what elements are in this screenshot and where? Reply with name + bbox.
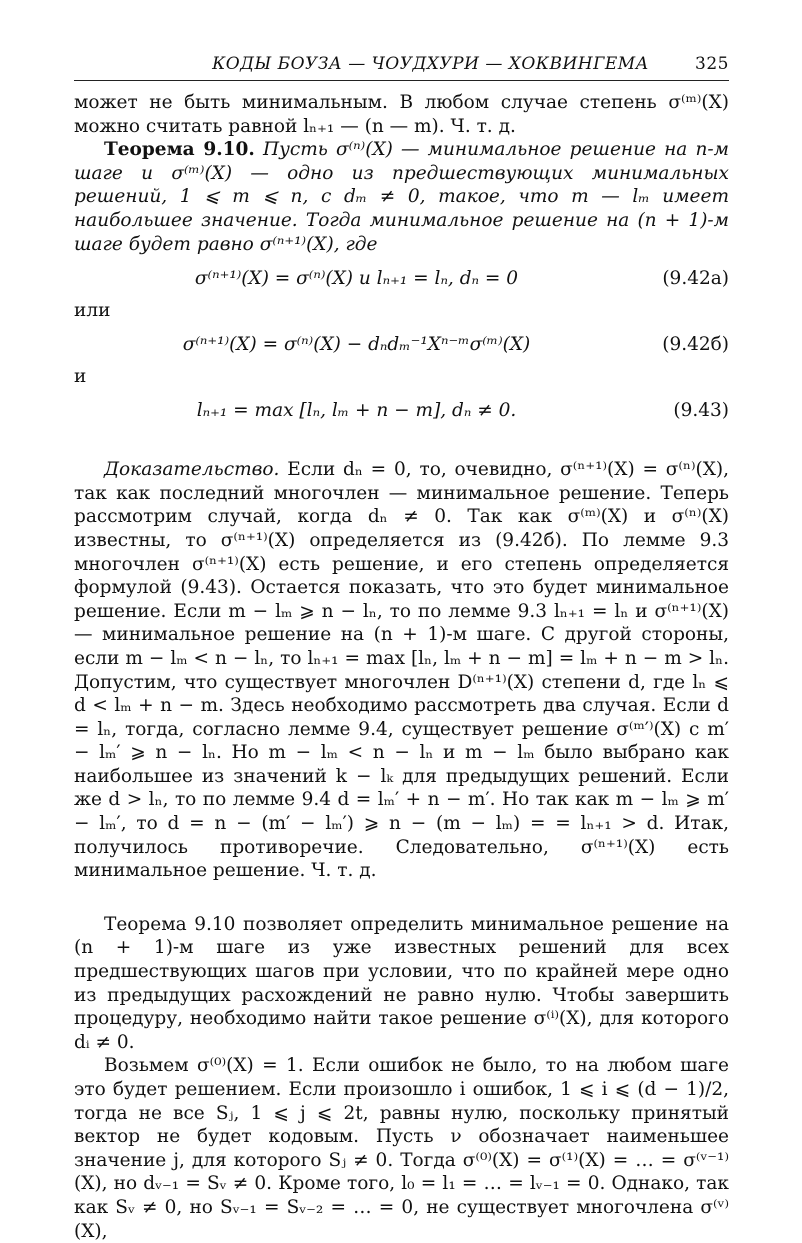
paragraph-text: Теорема 9.10 позволяет определить минимальное решение на (n + 1)-м шаге из уже известных решений для всех предшествующих шагов при условии, что по крайней мере одно из предыдущих расхождений не равно нулю. Чтобы завершить процедуру, необходимо найти такое решение σ⁽ⁱ⁾(X), для которого dᵢ ≠ 0. xyxy=(74,913,729,1053)
equation-number: (9.42а) xyxy=(662,267,729,289)
equation-942a xyxy=(74,264,729,292)
equation-formula: lₙ₊₁ = max [lₙ, lₘ + n − m], dₙ ≠ 0. xyxy=(196,399,517,421)
body-paragraph-2 xyxy=(74,1054,729,1243)
paragraph-text: Возьмем σ⁽⁰⁾(X) = 1. Если ошибок не было, то на любом шаге это будет решением. Если произошло i ошибок, 1 ⩽ i ⩽ (d − 1)/2, тогда не все Sⱼ, 1 ⩽ j ⩽ 2t, равны нулю, поскольку принятый вектор не будет кодовым. Пусть ν обозначает наименьшее значение j, для которого Sⱼ ≠ 0. Тогда σ⁽⁰⁾(X) = σ⁽¹⁾(X) = … = σ⁽ᵛ⁻¹⁾(X), но dᵥ₋₁ = Sᵥ ≠ 0. Кроме того, l₀ = l₁ = … = lᵥ₋₁ = 0. Однако, так как Sᵥ ≠ 0, но Sᵥ₋₁ = Sᵥ₋₂ = … = 0, не существует многочлена σ⁽ᵛ⁾(X), xyxy=(74,1055,729,1242)
theorem-statement: Пусть σ⁽ⁿ⁾(X) — минимальное решение на n-м шаге и σ⁽ᵐ⁾(X) — одно из предшествующих минимальных решений, 1 ⩽ m ⩽ n, с dₘ ≠ 0, такое, что m — lₘ имеет наибольшее значение. Тогда минимальное решение на (n + 1)-м шаге будет равно σ⁽ⁿ⁺¹⁾(X), где xyxy=(74,139,729,255)
book-page xyxy=(74,54,729,1243)
proof-label: Доказательство. xyxy=(104,459,280,481)
equation-942b xyxy=(74,330,729,358)
intro-text: может не быть минимальным. В любом случае степень σ⁽ᵐ⁾(X) можно считать равной lₙ₊₁ — (n — m). Ч. т. д. xyxy=(74,92,729,137)
equation-formula: σ⁽ⁿ⁺¹⁾(X) = σ⁽ⁿ⁾(X) и lₙ₊₁ = lₙ, dₙ = 0 xyxy=(194,267,519,289)
intro-paragraph xyxy=(74,91,729,138)
equation-943 xyxy=(74,396,729,424)
running-title: КОДЫ БОУЗА — ЧОУДХУРИ — ХОКВИНГЕМА xyxy=(212,54,650,74)
connector-and: и xyxy=(74,366,87,388)
running-header xyxy=(74,54,729,81)
proof-paragraph xyxy=(74,458,729,883)
theorem-block xyxy=(74,138,729,256)
body-paragraph-1 xyxy=(74,913,729,1055)
proof-block xyxy=(74,458,729,883)
page-number: 325 xyxy=(695,54,729,74)
connector-or: или xyxy=(74,300,111,322)
proof-text: Если dₙ = 0, то, очевидно, σ⁽ⁿ⁺¹⁾(X) = σ⁽ⁿ⁾(X), так как последний многочлен — минимальное решение. Теперь рассмотрим случай, когда dₙ ≠ 0. Так как σ⁽ᵐ⁾(X) и σ⁽ⁿ⁾(X) известны, то σ⁽ⁿ⁺¹⁾(X) определяется из (9.42б). По лемме 9.3 многочлен σ⁽ⁿ⁺¹⁾(X) есть решение, и его степень определяется формулой (9.43). Остается показать, что это будет минимальное решение. Если m − lₘ ⩾ n − lₙ, то по лемме 9.3 lₙ₊₁ = lₙ и σ⁽ⁿ⁺¹⁾(X) — минимальное решение на (n + 1)-м шаге. С другой стороны, если m − lₘ < n − lₙ, то lₙ₊₁ = max [lₙ, lₘ + n − m] = lₘ + n − m > lₙ. Допустим, что существует многочлен D⁽ⁿ⁺¹⁾(X) степени d, где lₙ ⩽ d < lₘ + n − m. Здесь необходимо рассмотреть два случая. Если d = lₙ, тогда, согласно лемме 9.4, существует решение σ⁽ᵐ′⁾(X) с m′ − lₘ′ ⩾ n − lₙ. Но m − lₘ < n − lₙ и m − lₘ было выбрано как наибольшее из значений k − lₖ для предыдущих решений. Если же d > lₙ, то по лемме 9.4 d = lₘ′ + n − m′. Но так как m − lₘ ⩾ m′ − lₘ′, то d = n − (m′ − lₘ′) ⩾ n − (m − lₘ) = = lₙ₊₁ > d. Итак, получилось противоречие. Следовательно, σ⁽ⁿ⁺¹⁾(X) есть минимальное решение. Ч. т. д. xyxy=(74,459,729,882)
equation-formula: σ⁽ⁿ⁺¹⁾(X) = σ⁽ⁿ⁾(X) − dₙdₘ⁻¹Xⁿ⁻ᵐσ⁽ᵐ⁾(X) xyxy=(182,333,531,355)
theorem-paragraph xyxy=(74,138,729,256)
equation-number: (9.42б) xyxy=(662,333,729,355)
theorem-label: Теорема 9.10. xyxy=(104,139,255,161)
equation-number: (9.43) xyxy=(673,399,729,421)
